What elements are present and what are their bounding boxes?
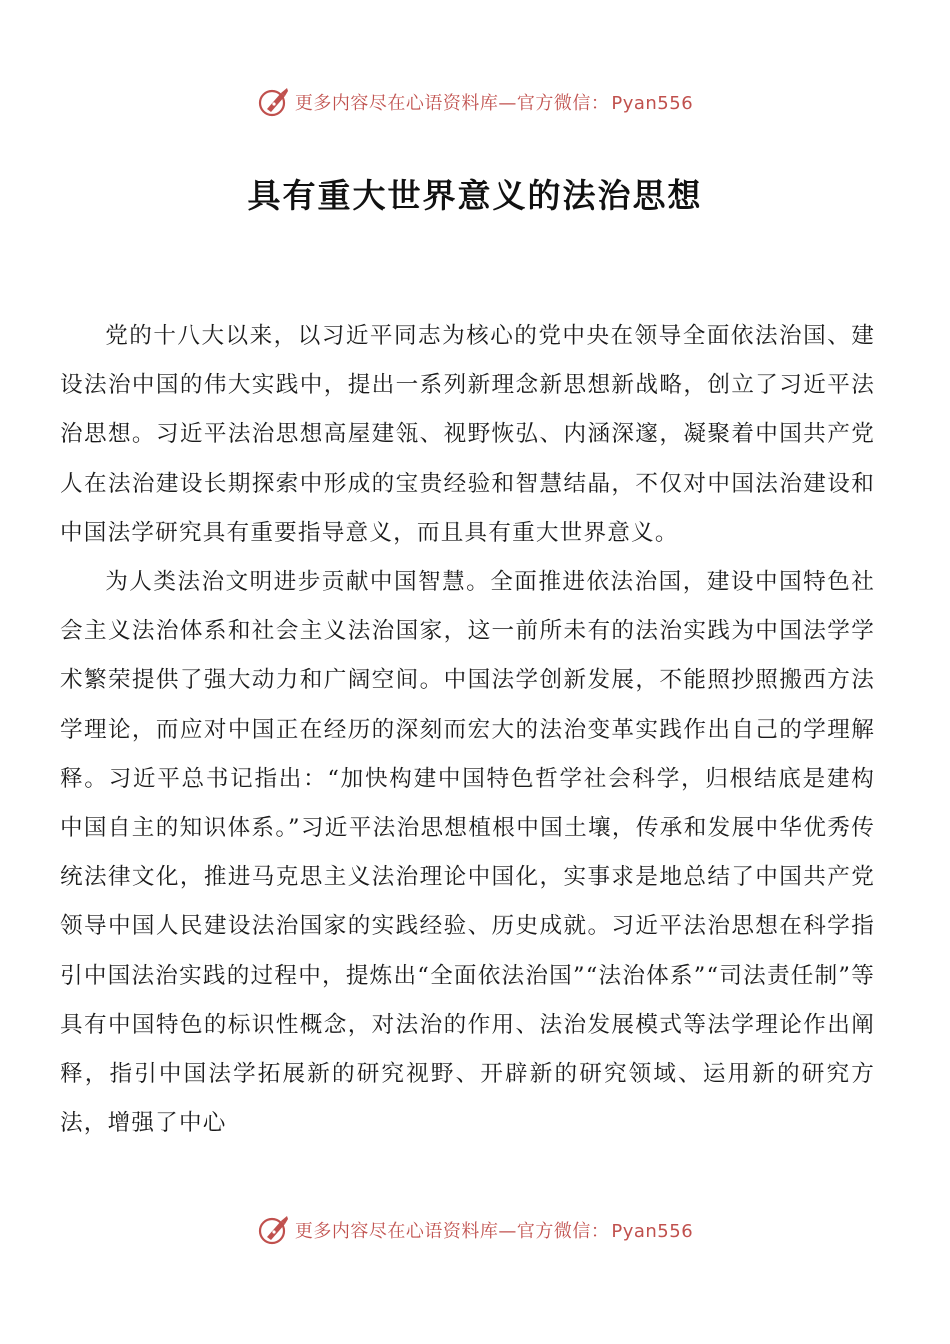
watermark-main-text: 更多内容尽在心语资料库—官方微信： — [294, 93, 610, 114]
pen-nib-circle-icon — [257, 1213, 291, 1247]
watermark-text — [295, 1217, 693, 1243]
watermark-text — [295, 89, 693, 115]
paragraph: 党的十八大以来，以习近平同志为核心的党中央在领导全面依法治国、建设法治中国的伟大实践中，提出一系列新理念新思想新战略，创立了习近平法治思想。习近平法治思想高屋建瓴、视野恢弘、内涵深邃，凝聚着中国共产党人在法治建设长期探索中形成的宝贵经验和智慧结晶，不仅对中国法治建设和中国法学研究具有重要指导意义，而且具有重大世界意义。 — [60, 323, 875, 546]
header-watermark — [0, 82, 950, 122]
pen-nib-circle-icon — [257, 85, 291, 119]
document-title: 具有重大世界意义的法治思想 — [247, 176, 703, 215]
watermark-wechat-id: Pyan556 — [611, 1221, 694, 1242]
watermark-main-text: 更多内容尽在心语资料库—官方微信： — [294, 1221, 610, 1242]
watermark-wechat-id: Pyan556 — [611, 93, 694, 114]
footer-watermark — [0, 1210, 950, 1250]
paragraph: 为人类法治文明进步贡献中国智慧。全面推进依法治国，建设中国特色社会主义法治体系和社会主义法治国家，这一前所未有的法治实践为中国法学学术繁荣提供了强大动力和广阔空间。中国法学创新发展，不能照抄照搬西方法学理论，而应对中国正在经历的深刻而宏大的法治变革实践作出自己的学理解释。习近平总书记指出：“加快构建中国特色哲学社会科学，归根结底是建构中国自主的知识体系。”习近平法治思想植根中国土壤，传承和发展中华优秀传统法律文化，推进马克思主义法治理论中国化，实事求是地总结了中国共产党领导中国人民建设法治国家的实践经验、历史成就。习近平法治思想在科学指引中国法治实践的过程中，提炼出“全面依法治国”“法治体系”“司法责任制”等具有中国特色的标识性概念，对法治的作用、法治发展模式等法学理论作出阐释，指引中国法学拓展新的研究视野、开辟新的研究领域、运用新的研究方法，增强了中心 — [60, 569, 875, 1137]
document-body — [60, 312, 875, 1148]
